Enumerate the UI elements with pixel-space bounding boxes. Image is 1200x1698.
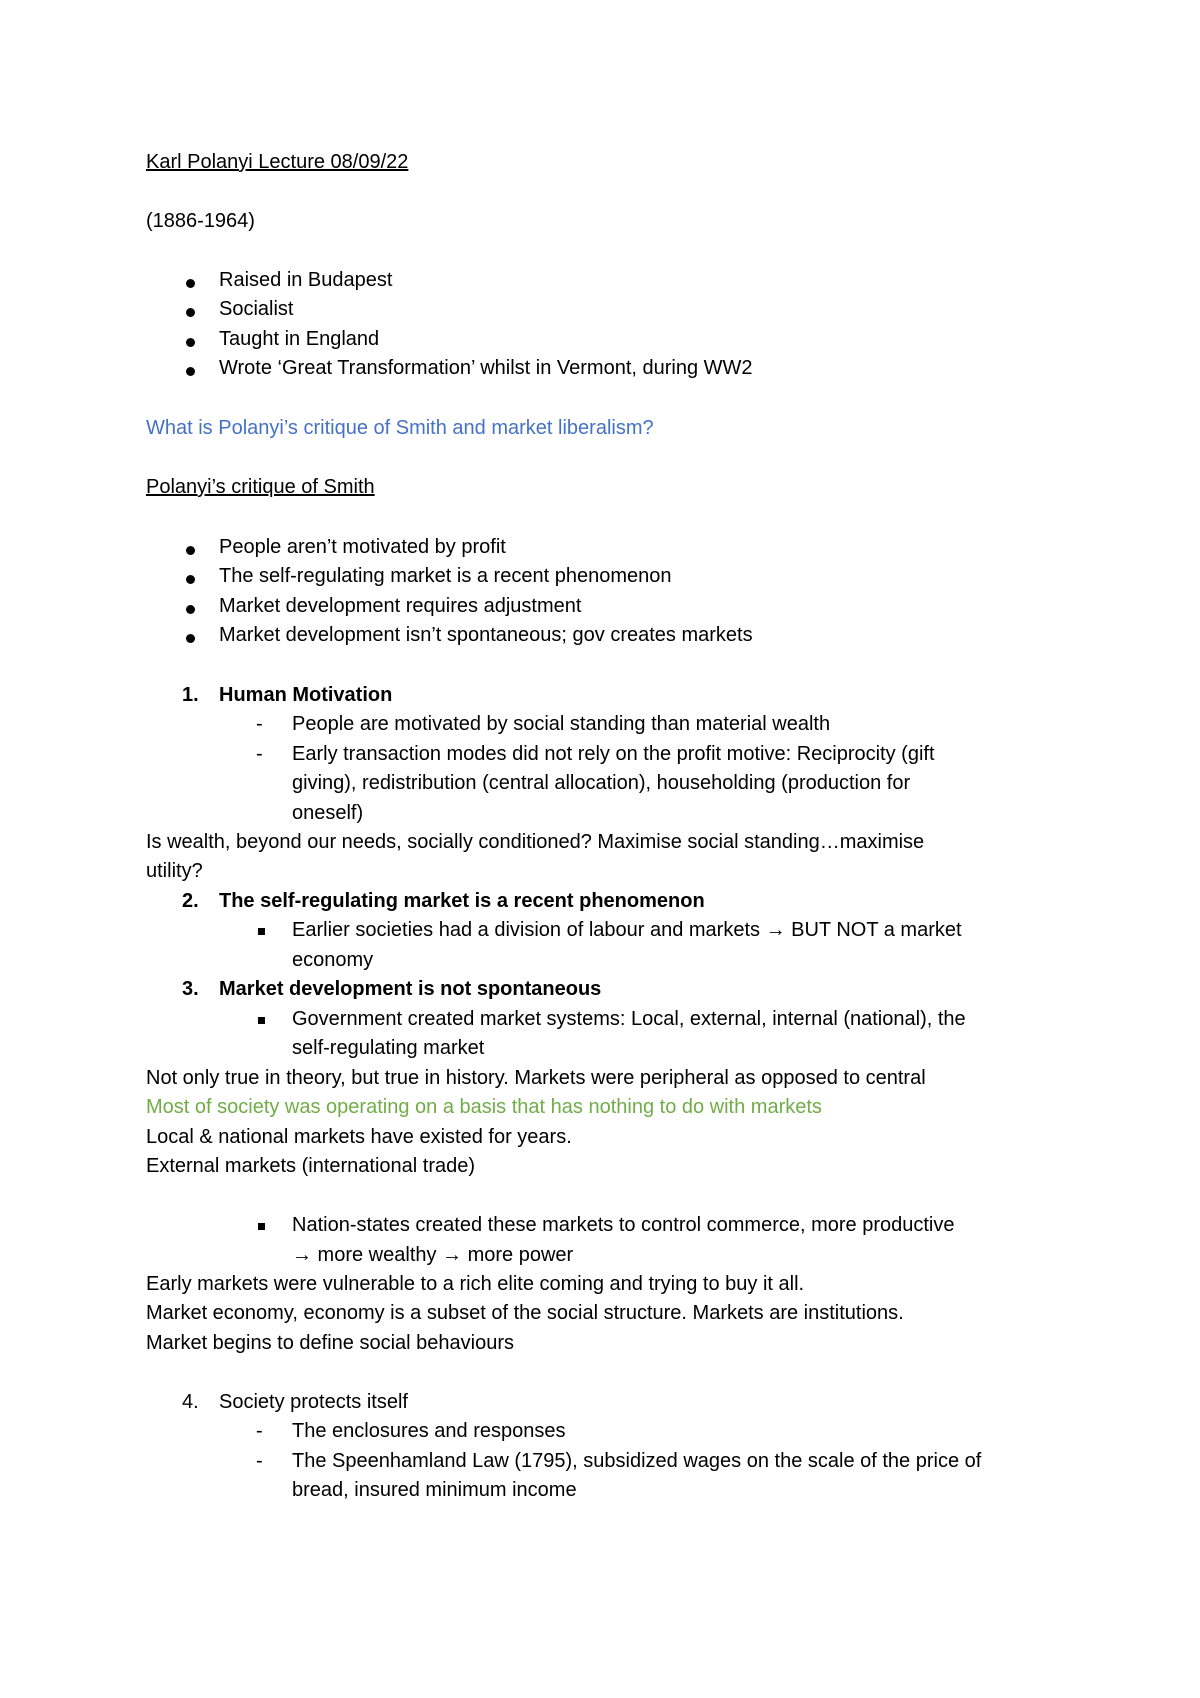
bio-bullet: Taught in England xyxy=(219,328,380,350)
note-text: Local & national markets have existed for years. xyxy=(146,1126,572,1148)
note-text: Market begins to define social behaviours xyxy=(146,1332,514,1354)
page-title: Karl Polanyi Lecture 08/09/22 xyxy=(146,151,409,173)
note-text: Not only true in theory, but true in history. Markets were peripheral as opposed to central xyxy=(146,1067,926,1089)
point-heading: Society protects itself xyxy=(219,1391,408,1413)
point-detail: oneself) xyxy=(292,802,364,824)
life-dates: (1886-1964) xyxy=(146,210,255,232)
point-detail: Nation-states created these markets to control commerce, more productive xyxy=(292,1214,955,1236)
bullet-dot-icon xyxy=(186,308,195,317)
critique-bullet: Market development isn’t spontaneous; gov creates markets xyxy=(219,624,753,646)
bullet-dot-icon xyxy=(186,575,195,584)
square-bullet-icon xyxy=(258,1223,265,1230)
bullet-dot-icon xyxy=(186,546,195,555)
list-number: 4. xyxy=(182,1391,199,1413)
point-detail: Early transaction modes did not rely on the profit motive: Reciprocity (gift xyxy=(292,743,935,765)
point-detail: The Speenhamland Law (1795), subsidized wages on the scale of the price of xyxy=(292,1450,982,1472)
point-detail: economy xyxy=(292,949,374,971)
list-number: 2. xyxy=(182,890,199,912)
bio-bullet: Wrote ‘Great Transformation’ whilst in Vermont, during WW2 xyxy=(219,357,753,379)
point-heading: Human Motivation xyxy=(219,684,393,706)
square-bullet-icon xyxy=(258,1017,265,1024)
point-heading: The self-regulating market is a recent phenomenon xyxy=(219,890,705,912)
critique-bullet: Market development requires adjustment xyxy=(219,595,582,617)
critique-bullet: People aren’t motivated by profit xyxy=(219,536,506,558)
point-detail: bread, insured minimum income xyxy=(292,1479,577,1501)
note-text: Early markets were vulnerable to a rich elite coming and trying to buy it all. xyxy=(146,1273,805,1295)
point-detail: Government created market systems: Local, external, internal (national), the xyxy=(292,1008,966,1030)
point-detail: Earlier societies had a division of labour and markets → BUT NOT a market xyxy=(292,919,962,941)
bullet-dot-icon xyxy=(186,338,195,347)
point-detail: The enclosures and responses xyxy=(292,1420,566,1442)
note-text: External markets (international trade) xyxy=(146,1155,476,1177)
note-text: Is wealth, beyond our needs, socially conditioned? Maximise social standing…maximise xyxy=(146,831,925,853)
highlighted-note: Most of society was operating on a basis that has nothing to do with markets xyxy=(146,1096,822,1118)
note-text: Market economy, economy is a subset of the social structure. Markets are institutions. xyxy=(146,1302,904,1324)
point-detail: → more wealthy → more power xyxy=(292,1244,574,1266)
dash-marker: - xyxy=(256,713,263,735)
question-heading: What is Polanyi’s critique of Smith and market liberalism? xyxy=(146,417,654,439)
bullet-dot-icon xyxy=(186,634,195,643)
bullet-dot-icon xyxy=(186,367,195,376)
bullet-dot-icon xyxy=(186,605,195,614)
bullet-dot-icon xyxy=(186,279,195,288)
bio-bullet: Socialist xyxy=(219,298,294,320)
note-text: utility? xyxy=(146,860,203,882)
section-heading: Polanyi’s critique of Smith xyxy=(146,476,375,498)
square-bullet-icon xyxy=(258,928,265,935)
critique-bullet: The self-regulating market is a recent phenomenon xyxy=(219,565,672,587)
point-detail: giving), redistribution (central allocation), householding (production for xyxy=(292,772,911,794)
dash-marker: - xyxy=(256,1420,263,1442)
point-detail: self-regulating market xyxy=(292,1037,485,1059)
point-heading: Market development is not spontaneous xyxy=(219,978,602,1000)
dash-marker: - xyxy=(256,1450,263,1472)
point-detail: People are motivated by social standing than material wealth xyxy=(292,713,831,735)
list-number: 3. xyxy=(182,978,199,1000)
dash-marker: - xyxy=(256,743,263,765)
bio-bullet: Raised in Budapest xyxy=(219,269,393,291)
list-number: 1. xyxy=(182,684,199,706)
